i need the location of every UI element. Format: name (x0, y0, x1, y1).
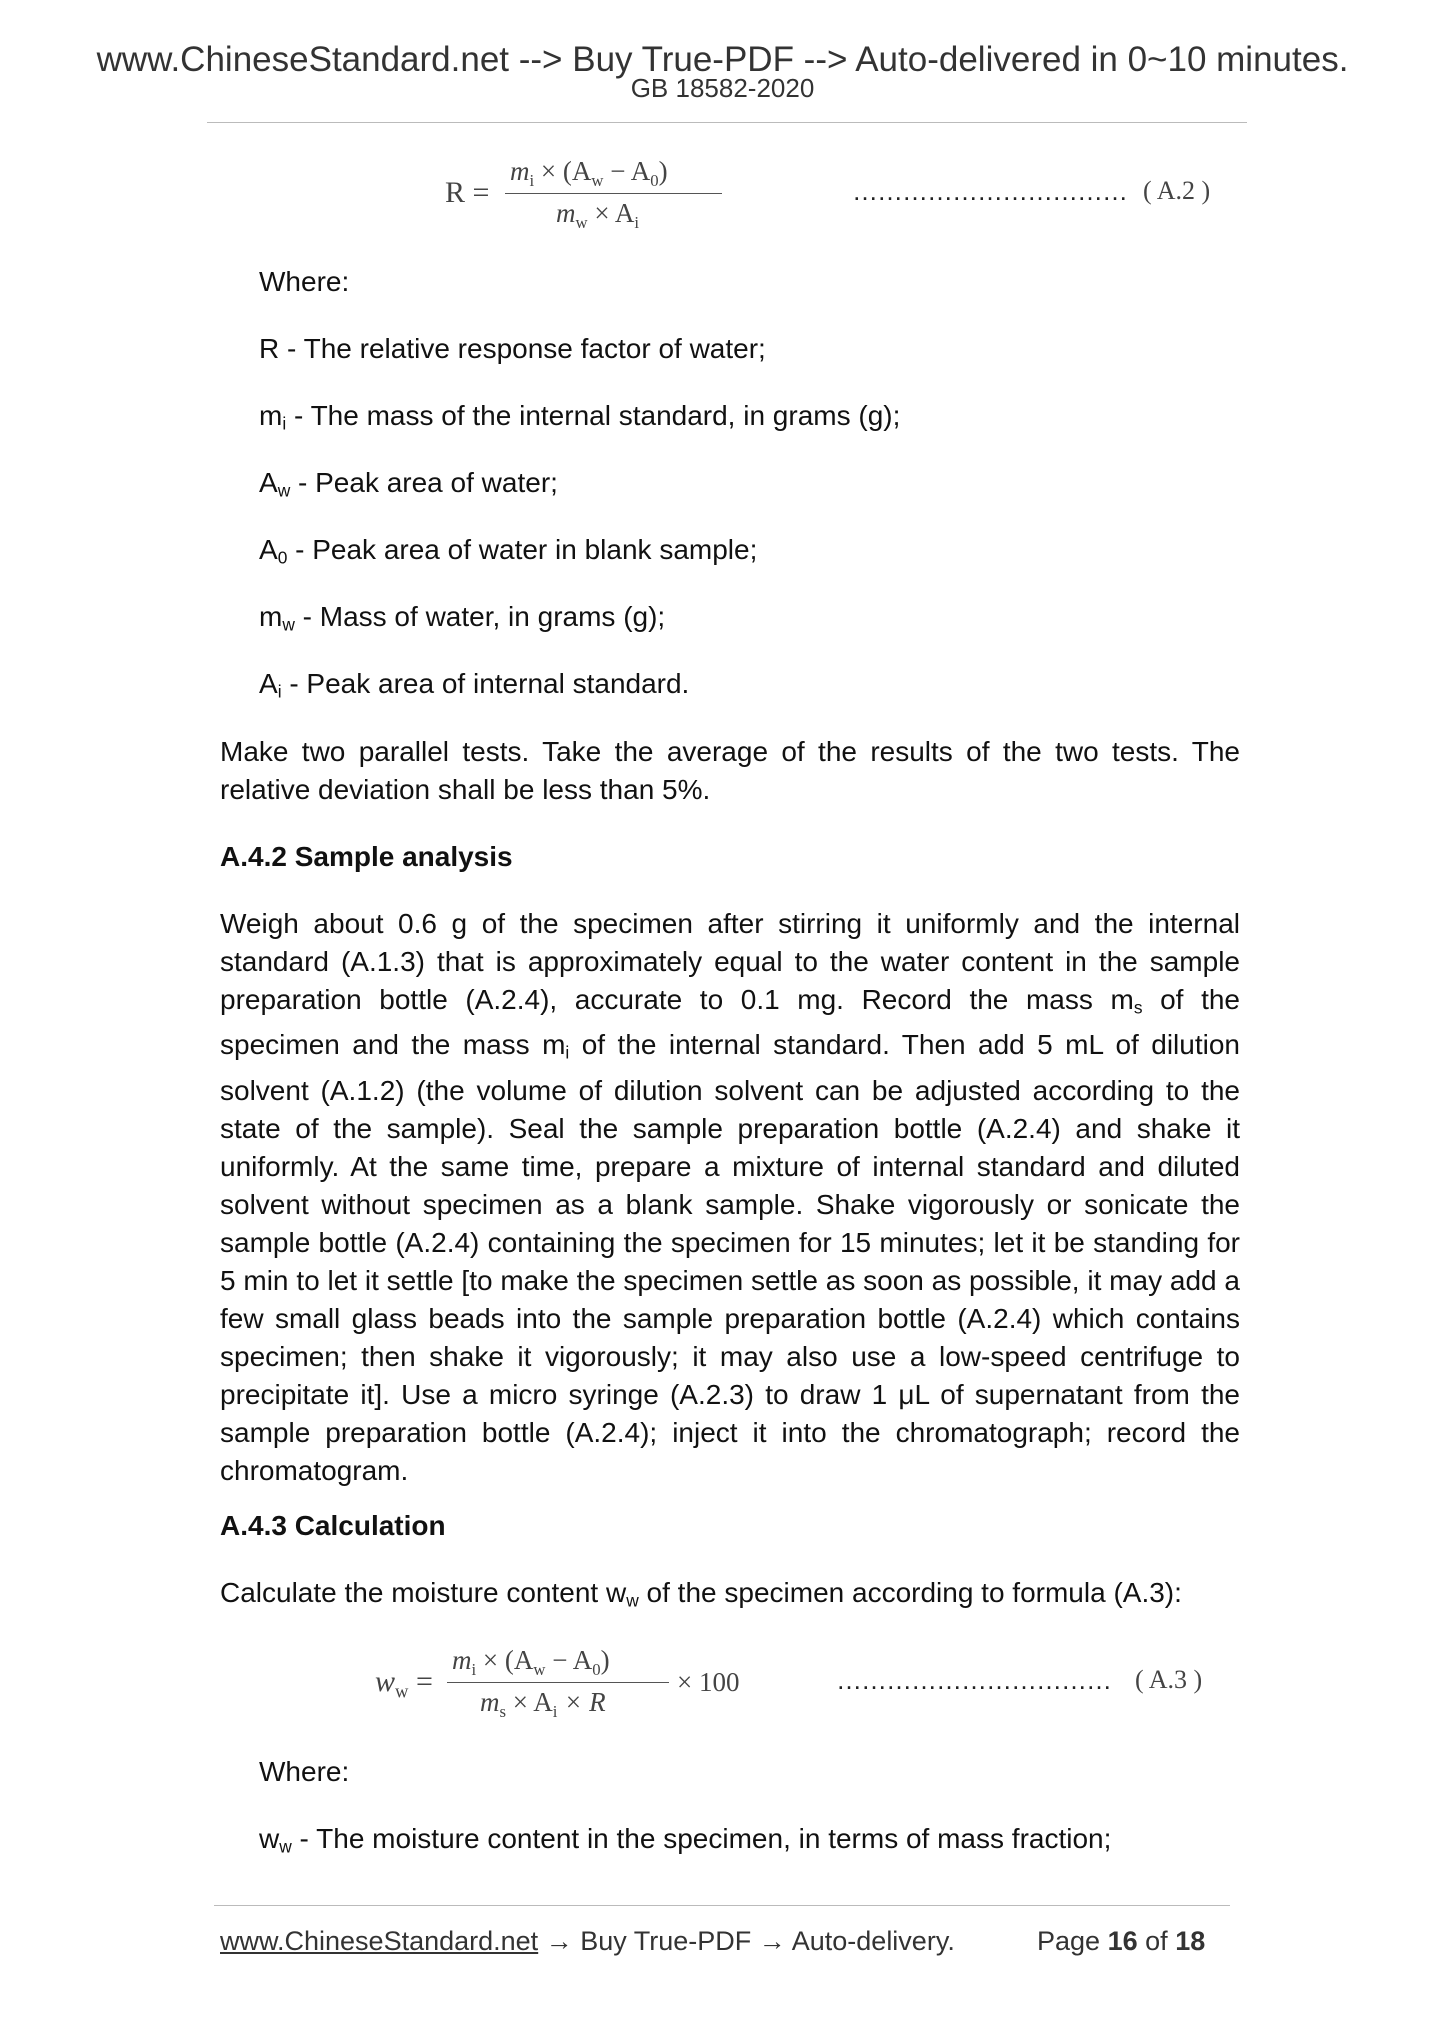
sample-analysis-paragraph: Weigh about 0.6 g of the specimen after stirring it uniformly and the internal standard (A.1.3) that is approximately equal to the water content in the sample preparation bottle (A.2.4), accurate to 0.1 mg. Record the mass ms of the specimen and the mass mi of the internal standard. Then add 5 mL of dilution solvent (A.1.2) (the volume of dilution solvent can be adjusted according to the state of the sample). Seal the sample preparation bottle (A.2.4) and shake it uniformly. At the same time, prepare a mixture of internal standard and diluted solvent without specimen as a blank sample. Shake vigorously or sonicate the sample bottle (A.2.4) containing the specimen for 15 minutes; let it be standing for 5 min to let it settle [to make the specimen settle as soon as possible, it may add a few small glass beads into the sample preparation bottle (A.2.4) which contains specimen; then shake it vigorously; it may also use a low-speed centrifuge to precipitate it]. Use a micro syringe (A.2.3) to draw 1 μL of supernatant from the sample preparation bottle (A.2.4); inject it into the chromatograph; record the chromatogram. (220, 908, 1240, 1486)
section-heading-a43: A.4.3 Calculation (220, 1510, 446, 1541)
where-label: Where: (259, 1756, 350, 1787)
where-label: Where: (259, 266, 350, 297)
header-banner: www.ChineseStandard.net --> Buy True-PDF --> Auto-delivered in 0~10 minutes. (96, 40, 1349, 79)
where-item: ww - The moisture content in the specimen, in terms of mass fraction; (259, 1823, 1112, 1857)
footer-tagline: → Buy True-PDF → Auto-delivery. (538, 1926, 955, 1956)
formula-a3-number: ( A.3 ) (1135, 1665, 1203, 1694)
formula-a2-leader-dots: …………………………… (852, 176, 1127, 206)
parallel-tests-paragraph: Make two parallel tests. Take the average of the results of the two tests. The relative deviation shall be less than 5%. (220, 736, 1240, 805)
page-total: 18 (1175, 1926, 1206, 1956)
formula-a2-lhs: R = (445, 176, 490, 209)
formula-a2-numerator: $m_i \times (A_w - A_0)$ (510, 156, 668, 190)
where-item: mw - Mass of water, in grams (g); (259, 601, 666, 635)
formula-a3-lhs: $w_w$ = (375, 1665, 433, 1703)
standard-code: GB 18582-2020 (630, 73, 815, 103)
where-item: Aw - Peak area of water; (259, 467, 558, 501)
formula-a3-numerator: $m_i \times (A_w - A_0)$ (452, 1645, 610, 1679)
where-item: Ai - Peak area of internal standard. (259, 668, 690, 702)
formula-a2-denominator: $m_w \times A_i$ (556, 198, 639, 232)
formula-a3-denominator: $m_s \times A_i \times R$ (480, 1687, 606, 1721)
header-divider (207, 122, 1247, 123)
page-number: 16 (1107, 1926, 1138, 1956)
formula-a2-fraction-bar (505, 193, 722, 194)
calculation-paragraph: Calculate the moisture content ww of the specimen according to formula (A.3): (220, 1577, 1182, 1611)
page-indicator: Page 16 of 18 (1037, 1926, 1206, 1956)
formula-a3-leader-dots: …………………………… (836, 1665, 1111, 1695)
where-item: mi - The mass of the internal standard, in grams (g); (259, 400, 901, 434)
where-item: A0 - Peak area of water in blank sample; (259, 534, 758, 568)
footer-site-link[interactable]: www.ChineseStandard.net (220, 1926, 539, 1956)
footer-left (220, 1924, 955, 1958)
formula-a3-fraction-bar (447, 1682, 669, 1683)
formula-a3-times-100: × 100 (677, 1667, 740, 1697)
footer-divider (214, 1905, 1230, 1906)
section-heading-a42: A.4.2 Sample analysis (220, 841, 513, 872)
formula-a2-number: ( A.2 ) (1143, 176, 1211, 205)
where-item: R - The relative response factor of water; (259, 333, 766, 364)
